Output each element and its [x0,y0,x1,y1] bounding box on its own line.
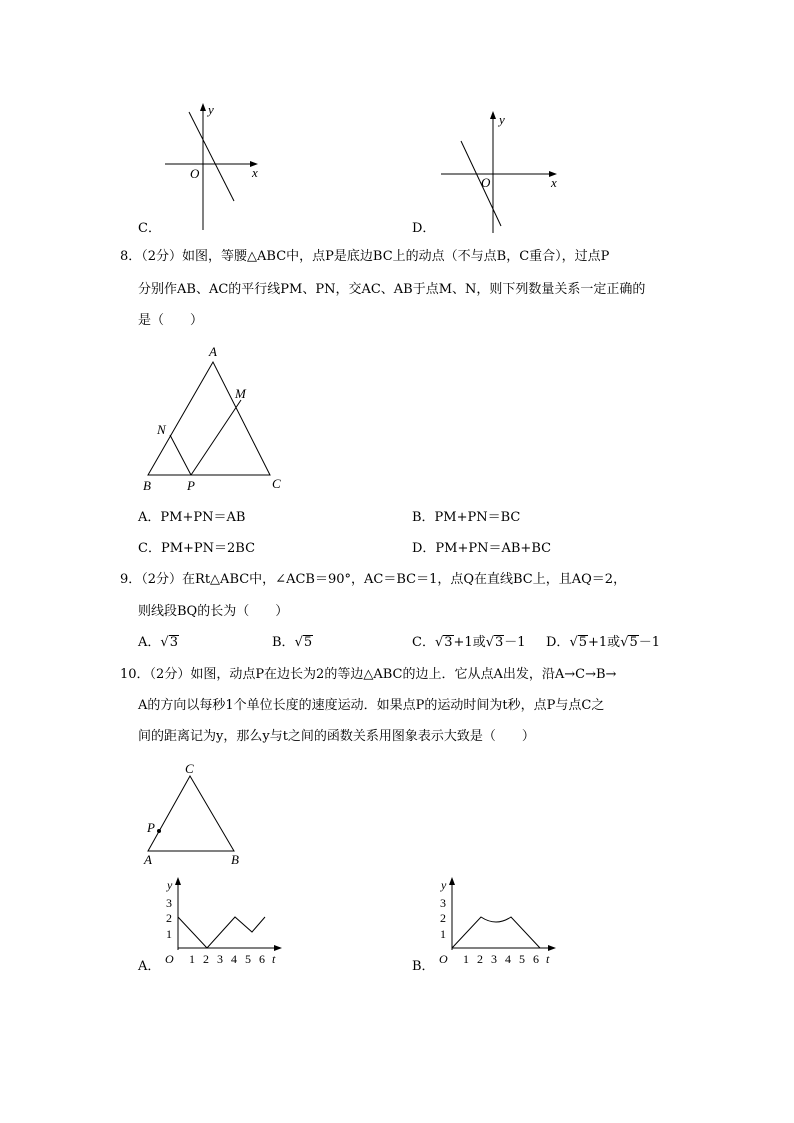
q10-stem-line2: A的方向以每秒1个单位长度的速度运动．如果点P的运动时间为t秒，点P与点C之 [138,698,605,713]
label-p: P [187,478,195,493]
label-a: A [209,344,217,359]
radicand: 5 [629,635,638,650]
y-arrow [175,877,181,885]
q10-graph-b [432,872,562,967]
y-tick-3: 3 [166,896,172,910]
label-m: M [235,386,246,401]
radicand: 3 [495,635,504,650]
q10-stem-line3: 间的距离记为y，那么y与t之间的函数关系用图象表示大致是（ ） [138,729,535,744]
t-label: t [272,952,276,966]
label-b: B [231,852,239,867]
label-a: A [144,852,152,867]
origin-label: O [190,166,200,181]
q8-stem-line1: 8．（2分）如图，等腰△ABC中，点P是底边BC上的动点（不与点B，C重合），过点P [120,249,610,264]
q10-option-b[interactable]: B． [412,959,435,974]
label-n: N [157,422,166,437]
origin-label: O [439,952,448,966]
axis-x-label: x [252,165,258,180]
triangle-abc [148,362,270,475]
t-tick-4: 4 [505,952,511,966]
q9-stem-line1: 9．（2分）在Rt△ABC中，∠ACB＝90°，AC＝BC＝1，点Q在直线BC上，且AQ＝2， [120,572,627,587]
segment-pn [170,435,191,475]
segment-pm [191,400,241,475]
triangle-abc [148,776,234,851]
label-c: C [272,476,281,491]
t-tick-5: 5 [245,952,251,966]
q10-stem-line1: 10．（2分）如图，动点P在边长为2的等边△ABC的边上．它从点A出发，沿A→C→B→ [120,667,617,682]
y-tick-2: 2 [440,911,446,925]
q7-option-d[interactable]: D． [412,221,436,236]
label-b: B [143,478,151,493]
y-arrow [200,103,206,111]
axis-y-label: y [499,112,505,127]
y-arrow [449,877,455,885]
t-arrow [274,945,282,951]
t-label: t [546,952,550,966]
t-arrow [548,945,556,951]
t-tick-1: 1 [463,952,469,966]
option-end: －1 [638,635,661,650]
q8-option-d[interactable]: D．PM+PN＝AB+BC [412,541,552,556]
q9-option-b[interactable] [272,634,313,652]
y-label: y [441,878,447,892]
t-tick-1: 1 [189,952,195,966]
y-tick-1: 1 [166,927,172,941]
q9-option-a[interactable] [138,634,179,652]
radical-sign: √ [434,635,444,650]
option-mid: +1或 [588,635,621,650]
option-mid: +1或 [453,635,486,650]
radical-sign: √ [569,635,578,650]
label-c: C [185,761,194,776]
radicand: 3 [444,635,453,650]
q8-stem-line2: 分别作AB、AC的平行线PM、PN，交AC、AB于点M、N，则下列数量关系一定正确的 [138,282,646,297]
t-tick-3: 3 [491,952,497,966]
radicand: 3 [169,635,178,650]
t-tick-2: 2 [477,952,483,966]
t-tick-2: 2 [203,952,209,966]
y-tick-3: 3 [440,896,446,910]
origin-label: O [165,952,174,966]
origin-label: O [481,175,491,190]
graph-line [452,917,540,948]
axis-x-label: x [551,175,557,190]
option-prefix: D． [546,635,570,650]
q9-option-d[interactable] [546,634,660,652]
graph-line [178,917,265,948]
t-tick-6: 6 [259,952,265,966]
option-prefix: B． [272,635,295,650]
q8-stem-line3: 是（ ） [138,313,204,328]
q8-option-b[interactable]: B．PM+PN＝BC [412,510,521,525]
radicand: 5 [578,635,588,650]
q9-stem-line2: 则线段BQ的长为（ ） [138,604,289,619]
q10-option-a[interactable]: A． [138,959,161,974]
radical-sign: √ [620,635,629,650]
t-tick-3: 3 [217,952,223,966]
y-tick-1: 1 [440,927,446,941]
t-tick-5: 5 [519,952,525,966]
axis-y-label: y [208,102,214,117]
radical-sign: √ [485,635,494,650]
q9-option-c[interactable] [412,634,526,652]
option-end: －1 [504,635,526,650]
graph-line [189,112,234,201]
q7-graph-c [155,100,275,235]
q7-option-c[interactable]: C． [138,221,161,236]
radical-sign: √ [294,635,303,650]
y-tick-2: 2 [166,911,172,925]
q10-graph-a [158,872,288,967]
q8-triangle-figure [135,340,295,495]
q7-graph-d [435,108,565,238]
option-prefix: A． [138,635,161,650]
q8-option-c[interactable]: C．PM+PN＝2BC [138,541,256,556]
t-tick-4: 4 [231,952,237,966]
y-arrow [490,111,496,119]
t-tick-6: 6 [533,952,539,966]
point-p [157,829,161,833]
y-label: y [167,878,173,892]
option-prefix: C． [412,635,435,650]
label-p: P [147,820,155,835]
q8-option-a[interactable]: A．PM+PN＝AB [138,510,246,525]
radicand: 5 [303,635,313,650]
q10-triangle-figure [138,758,258,870]
radical-sign: √ [160,635,169,650]
